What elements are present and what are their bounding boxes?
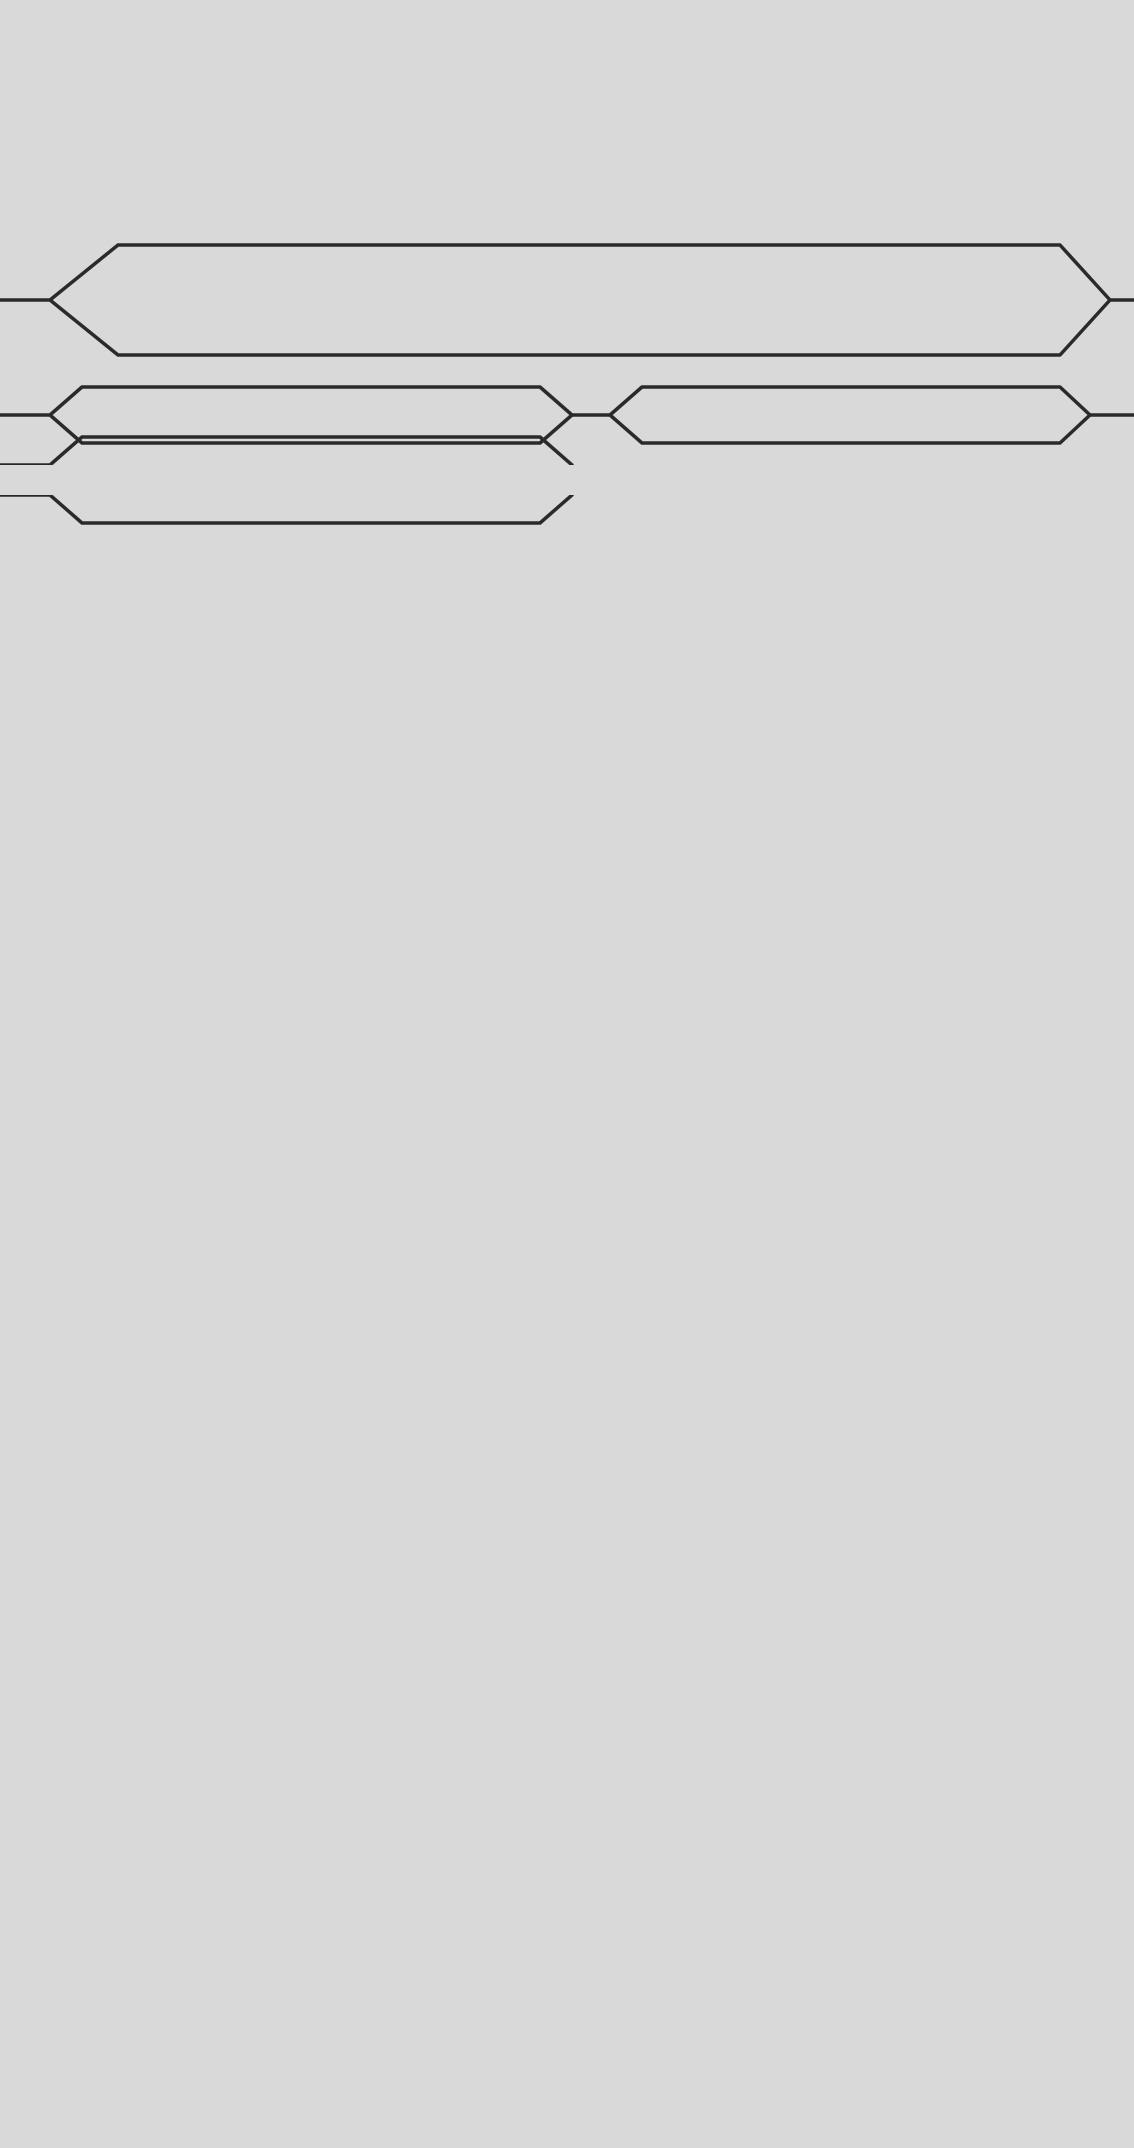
page-title (0, 10, 1134, 78)
answer-row-frame (0, 165, 1134, 465)
answer-row-frame (0, 495, 1134, 565)
question-9-answers-bd (0, 165, 1134, 465)
